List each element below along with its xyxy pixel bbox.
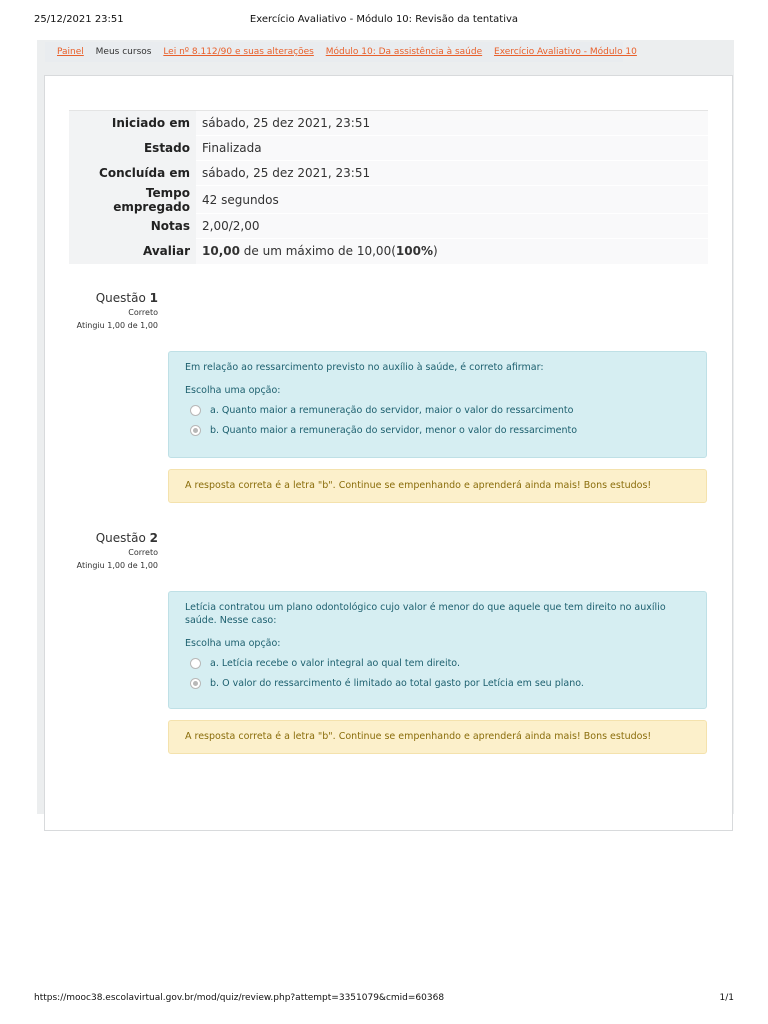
question-text: Letícia contratou um plano odontológico cujo valor é menor do que aquele que tem direito no auxílio saúde. Nesse caso: xyxy=(185,602,666,626)
attempt-summary-table xyxy=(69,110,708,264)
question-title: Questão 2 xyxy=(95,531,158,545)
question-2-formulation xyxy=(168,591,707,709)
choice-prompt: Escolha uma opção: xyxy=(185,385,281,396)
summary-value: sábado, 25 dez 2021, 23:51 xyxy=(196,111,708,136)
print-header xyxy=(0,14,768,30)
summary-grade-value xyxy=(196,239,708,264)
answer-option-a[interactable] xyxy=(185,405,690,416)
summary-row-marks xyxy=(69,214,708,239)
question-state: Correto xyxy=(128,308,158,317)
summary-value: 42 segundos xyxy=(196,186,708,214)
question-1-info xyxy=(45,291,158,330)
question-grade: Atingiu 1,00 de 1,00 xyxy=(76,561,158,570)
summary-row-grade xyxy=(69,239,708,264)
summary-label: Notas xyxy=(69,214,196,239)
print-url: https://mooc38.escolavirtual.gov.br/mod/quiz/review.php?attempt=3351079&cmid=60368 xyxy=(34,993,445,1003)
answer-option-label: a. Quanto maior a remuneração do servidor, maior o valor do ressarcimento xyxy=(210,405,574,416)
summary-row-started xyxy=(69,111,708,136)
quiz-review-card xyxy=(44,75,733,831)
summary-label: Estado xyxy=(69,136,196,161)
summary-row-time-taken xyxy=(69,186,708,214)
summary-row-completed xyxy=(69,161,708,186)
summary-label: Concluída em xyxy=(69,161,196,186)
breadcrumb-item-module[interactable]: Módulo 10: Da assistência à saúde xyxy=(325,47,483,57)
question-state: Correto xyxy=(128,548,158,557)
radio-icon[interactable] xyxy=(190,405,201,416)
question-number: 1 xyxy=(149,291,158,305)
summary-value: 2,00/2,00 xyxy=(196,214,708,239)
question-number: 2 xyxy=(149,531,158,545)
answer-option-a[interactable] xyxy=(185,658,690,669)
answer-option-b[interactable] xyxy=(185,678,690,689)
radio-icon[interactable] xyxy=(190,658,201,669)
choice-prompt: Escolha uma opção: xyxy=(185,638,281,649)
print-footer xyxy=(0,993,768,1009)
question-1-formulation xyxy=(168,351,707,458)
summary-label: Iniciado em xyxy=(69,111,196,136)
answer-option-label: b. Quanto maior a remuneração do servidor, menor o valor do ressarcimento xyxy=(210,425,578,436)
question-grade: Atingiu 1,00 de 1,00 xyxy=(76,321,158,330)
grade-max-text: de um máximo de 10,00( xyxy=(239,244,396,259)
question-1-feedback: A resposta correta é a letra "b". Continue se empenhando e aprenderá ainda mais! Bons estudos! xyxy=(168,469,707,503)
summary-value: sábado, 25 dez 2021, 23:51 xyxy=(196,161,708,186)
question-2-info xyxy=(45,531,158,570)
answer-option-label: a. Letícia recebe o valor integral ao qual tem direito. xyxy=(210,658,460,669)
breadcrumb-item-meus-cursos: Meus cursos xyxy=(95,47,152,57)
page-wrapper xyxy=(37,40,734,814)
question-2-feedback: A resposta correta é a letra "b". Continue se empenhando e aprenderá ainda mais! Bons estudos! xyxy=(168,720,707,754)
print-datetime: 25/12/2021 23:51 xyxy=(34,14,124,25)
answer-option-b[interactable] xyxy=(185,425,690,436)
radio-checked-icon[interactable] xyxy=(190,678,201,689)
summary-label: Avaliar xyxy=(69,239,196,264)
print-page-count: 1/1 xyxy=(719,993,734,1003)
summary-row-state xyxy=(69,136,708,161)
summary-value: Finalizada xyxy=(196,136,708,161)
question-text: Em relação ao ressarcimento previsto no auxílio à saúde, é correto afirmar: xyxy=(185,362,544,373)
breadcrumb-item-quiz[interactable]: Exercício Avaliativo - Módulo 10 xyxy=(494,47,637,57)
grade-close-paren: ) xyxy=(432,244,438,259)
breadcrumb-item-painel[interactable]: Painel xyxy=(57,47,84,57)
grade-score: 10,00 xyxy=(202,244,240,259)
breadcrumb-item-course[interactable]: Lei nº 8.112/90 e suas alterações xyxy=(163,47,314,57)
radio-checked-icon[interactable] xyxy=(190,425,201,436)
summary-label: Tempo empregado xyxy=(69,186,196,214)
answer-option-label: b. O valor do ressarcimento é limitado ao total gasto por Letícia em seu plano. xyxy=(210,678,584,689)
question-title: Questão 1 xyxy=(95,291,158,305)
print-title: Exercício Avaliativo - Módulo 10: Revisão da tentativa xyxy=(249,14,519,25)
grade-percent: 100% xyxy=(395,244,433,259)
breadcrumb xyxy=(45,42,637,62)
